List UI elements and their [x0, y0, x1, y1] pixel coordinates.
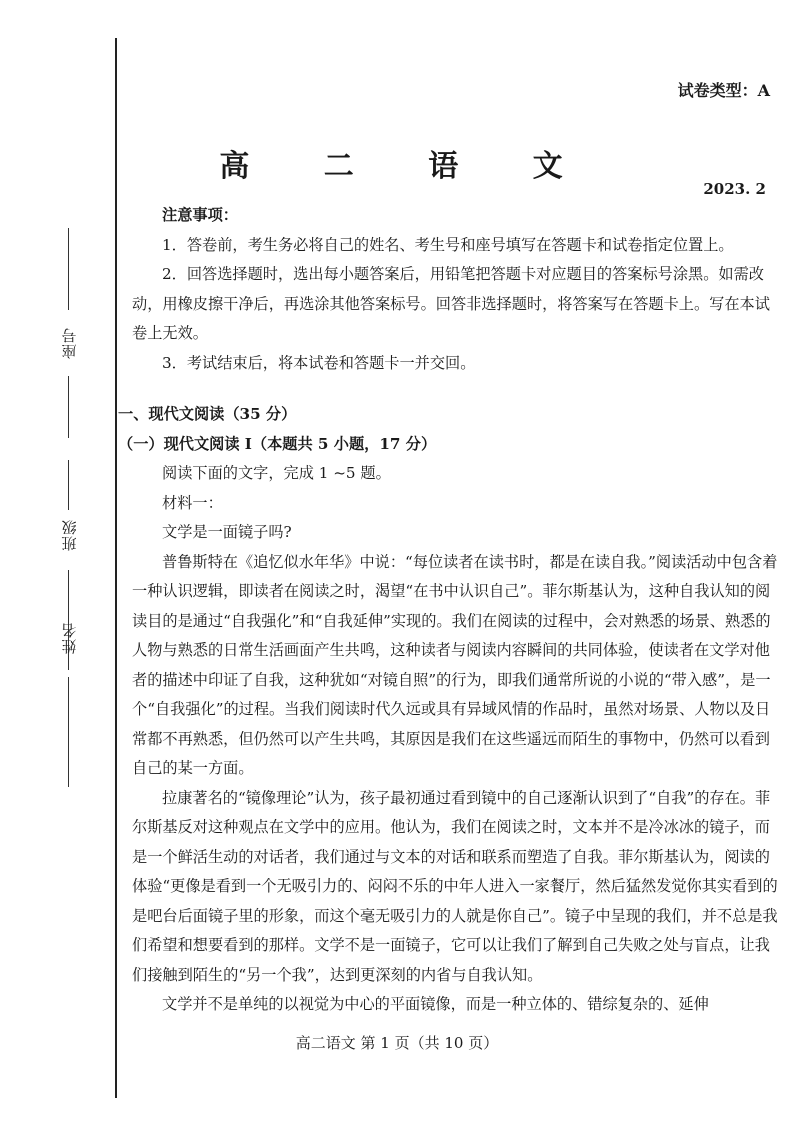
- notice-item-2: 2．回答选择题时，选出每小题答案后，用铅笔把答题卡对应题目的答案标号涂黑。如需改动，用橡皮擦干净后，再选涂其他答案标号。回答非选择题时，将答案写在答题卡上。写在本试卷上无效。: [132, 265, 770, 342]
- seat-number-line-bottom: [68, 376, 69, 438]
- paper-type: 试卷类型：A: [677, 81, 770, 100]
- binding-line: [115, 38, 117, 1098]
- paragraph-3: 文学并不是单纯的以视觉为中心的平面镜像，而是一种立体的、错综复杂的、延伸: [162, 995, 709, 1013]
- paragraph-2: 拉康著名的“镜像理论”认为，孩子最初通过看到镜中的自己逐渐认识到了“自我”的存在。菲尔斯基反对这种观点在文学中的应用。他认为，我们在阅读之时，文本并不是冷冰冰的镜子，而是一个鲜活生动的对话者，我们通过与文本的对话和联系而塑造了自我。菲尔斯基认为，阅读的体验“更像是看到一个无吸引力的、闷闷不乐的中年人进入一家餐厅，然后猛然发觉你其实看到的是吧台后面镜子里的形象，而这个毫无吸引力的人就是你自己”。镜子中呈现的我们，并不总是我们希望和想要看到的那样。文学不是一面镜子，它可以让我们了解到自己失败之处与盲点，让我们接触到陌生的“另一个我”，达到更深刻的内省与自我认知。: [132, 788, 778, 984]
- article-title: 文学是一面镜子吗?: [162, 523, 292, 541]
- seat-number-label: 座号: [60, 327, 79, 359]
- exam-date: 2023. 2: [703, 180, 766, 198]
- exam-title: 高 二 语 文: [219, 149, 595, 184]
- subsection-title: （一）现代文阅读 I（本题共 5 小题，17 分）: [118, 434, 437, 453]
- notice-item-3: 3．考试结束后，将本试卷和答题卡一并交回。: [162, 353, 476, 372]
- section-body: [118, 459, 778, 1020]
- material-label: 材料一：: [162, 493, 223, 512]
- class-label: 班级: [60, 519, 79, 551]
- name-line: [68, 677, 69, 787]
- notice-item-1: 1．答卷前，考生务必将自己的姓名、考生号和座号填写在答题卡和试卷指定位置上。: [162, 235, 734, 254]
- notice-heading: 注意事项：: [162, 206, 238, 224]
- class-line-top: [68, 460, 69, 510]
- page-footer: 高二语文 第 1 页（共 10 页）: [295, 1034, 499, 1052]
- seat-number-field: [46, 228, 92, 438]
- notice-block: [132, 201, 776, 378]
- reading-section: [118, 400, 778, 1020]
- instruction-text: 阅读下面的文字，完成 1 ~5 题。: [162, 464, 391, 482]
- name-label: 姓名: [60, 622, 79, 654]
- paragraph-1: 普鲁斯特在《追忆似水年华》中说：“每位读者在读书时，都是在读自我。”阅读活动中包含着一种认识逻辑，即读者在阅读之时，渴望“在书中认识自己”。菲尔斯基认为，这种自我认知的阅读目的是通过“自我强化”和“自我延伸”实现的。我们在阅读的过程中，会对熟悉的场景、熟悉的人物与熟悉的日常生活画面产生共鸣，这种读者与阅读内容瞬间的共同体验，使读者在文学对他者的描述中印证了自我，这种犹如“对镜自照”的行为，即我们通常所说的小说的“带入感”，是一个“自我强化”的过程。当我们阅读时代久远或具有异域风情的作品时，虽然对场景、人物以及日常都不再熟悉，但仍然可以产生共鸣，其原因是我们在这些遥远而陌生的事物中，仍然可以看到自己的某一方面。: [132, 552, 778, 777]
- name-field: [46, 605, 92, 815]
- section-title: 一、现代文阅读（35 分）: [118, 405, 297, 423]
- seat-number-line-top: [68, 228, 69, 310]
